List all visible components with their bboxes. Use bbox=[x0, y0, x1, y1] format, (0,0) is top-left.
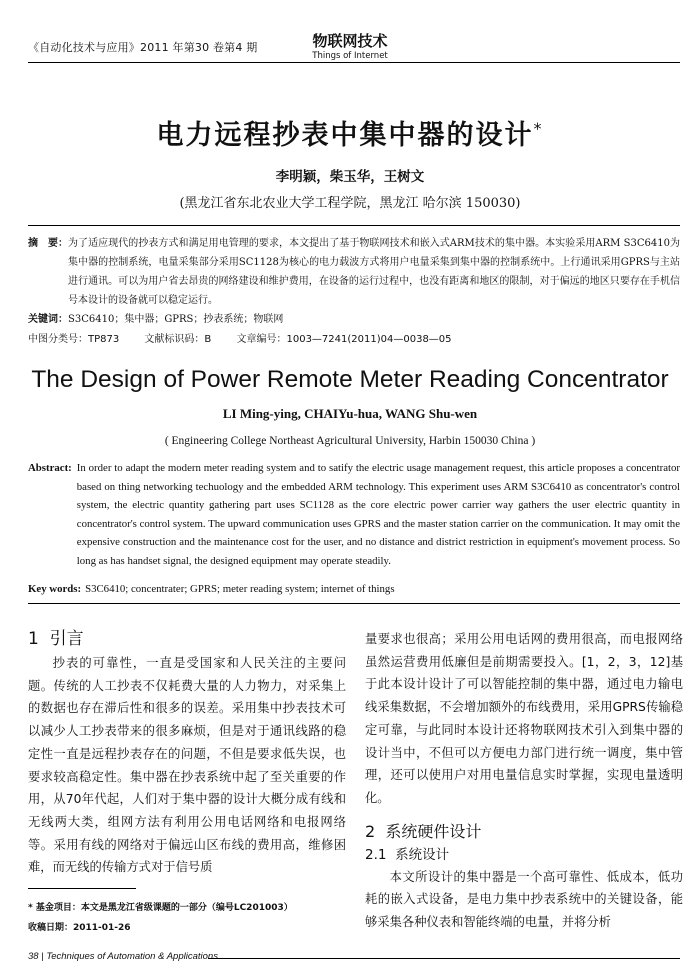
affiliation-cn: (黑龙江省东北农业大学工程学院，黑龙江 哈尔滨 150030) bbox=[179, 196, 521, 211]
paper-title-en: The Design of Power Remote Meter Reading Concentrator bbox=[31, 366, 669, 393]
keywords-en-text: S3C6410; concentrater; GPRS; meter reading system; internet of things bbox=[85, 583, 395, 595]
intro-paragraph: 抄表的可靠性，一直是受国家和人民关注的主要问题。传统的人工抄表不仅耗费大量的人力物力，对采集上的数据也存在滞后性和很多的误差。采用集中抄表技术可以减少人工抄表带来的很多麻烦，但是对于通讯线路的稳定性一直是远程抄表存在的问题，不但是要求低失误，也要求较高稳定性。集中器在抄表系统中起了至关重要的作用，从70年代起，人们对于集中器的设计大概分成有线和无线两大类，组网方法有利用公用电话网络和电报网络等。采用有线的网络对于偏远山区布线的费用高，维修困难，而无线的传输方式对于信号质 bbox=[28, 656, 346, 875]
section-2-heading bbox=[365, 820, 683, 844]
abstract-top-rule bbox=[28, 225, 680, 226]
keywords-cn-label: 关键词： bbox=[28, 314, 68, 325]
body-right-column bbox=[365, 628, 683, 934]
affiliation-en: ( Engineering College Northeast Agricultural University, Harbin 150030 China ) bbox=[164, 435, 536, 447]
paper-title-cn-text: 电力远程抄表中集中器的设计 bbox=[156, 120, 534, 151]
journal-issue: 《自动化技术与应用》2011 年第30 卷第4 期 bbox=[28, 41, 258, 54]
section-2-number: 2 bbox=[365, 821, 376, 841]
intro-continued-paragraph: 量要求也很高；采用公用电话网的费用很高，而电报网络虽然运营费用低廉但是前期需要投入。[1，2，3，12]基于此本设计设计了可以智能控制的集中器，通过电力输电线采集数据，不会增加额外的布线费用，采用GPRS传输稳定可靠，与此同时本设计还将物联网技术引入到集中器的设计当中，不但可以方便电力部门进行统一调度，集中管理，还可以使用户对用电量信息实时掌握，实现电量透明化。 bbox=[365, 632, 683, 805]
footer-rule bbox=[208, 958, 680, 959]
keywords-en bbox=[28, 583, 680, 595]
abstract-cn-label: 摘 要： bbox=[28, 238, 68, 249]
abstract-en-text: In order to adapt the modern meter reading system and to satify the electric usage management request, this article proposes a concentrator based on thing networking techuology and the embedded ARM technology. This experiment uses ARM S3C6410 as concentrator's control system, the electric quantity gathering part uses SC1128 as the core electric power carrier way gathers the user electric quantity in concentrator's control system. The upward communication uses GPRS and the master station carrier on the communication. It may omit the expensive construction and the maintenance cost for the user, and no distance and district restriction in equipment's movement process. So long as has handset signal, the designed equipment may operate steadily. bbox=[76, 462, 680, 567]
keywords-cn bbox=[28, 310, 680, 329]
document-code: 文献标识码：B bbox=[144, 334, 212, 345]
section-1-title: 引言 bbox=[49, 629, 84, 649]
section-1-number: 1 bbox=[28, 629, 39, 649]
authors-cn: 李明颖，柴玉华，王树文 bbox=[275, 169, 425, 185]
footnote bbox=[28, 898, 293, 938]
funding-note: * 基金项目：本文是黑龙江省级课题的一部分（编号LC201003） bbox=[28, 903, 293, 913]
abstract-bottom-rule bbox=[28, 603, 680, 604]
section-title: 物联网技术 bbox=[312, 32, 388, 50]
abstract-en-label: Abstract: bbox=[28, 462, 72, 474]
footnote-rule bbox=[28, 888, 136, 889]
page-footer: 38 | Techniques of Automation & Applications bbox=[28, 951, 218, 962]
abstract-en bbox=[28, 459, 680, 571]
header-rule bbox=[28, 62, 680, 63]
section-2-title: 系统硬件设计 bbox=[385, 821, 482, 841]
title-footnote-mark: * bbox=[533, 119, 544, 138]
authors-en: LI Ming-ying, CHAIYu-hua, WANG Shu-wen bbox=[222, 406, 478, 421]
body-left-column bbox=[28, 627, 346, 879]
clc-number: 中图分类号：TP873 bbox=[28, 334, 120, 345]
abstract-cn bbox=[28, 234, 680, 310]
section-1-heading bbox=[28, 627, 346, 651]
keywords-cn-text: S3C6410；集中器；GPRS；抄表系统；物联网 bbox=[68, 314, 284, 325]
classification-row bbox=[28, 330, 474, 345]
received-date: 收稿日期：2011-01-26 bbox=[28, 923, 131, 933]
section-2-1-heading bbox=[365, 844, 683, 866]
paper-title-cn bbox=[0, 113, 700, 152]
section-subtitle: Things of Internet bbox=[312, 51, 388, 61]
section-2-1-title: 系统设计 bbox=[395, 846, 450, 863]
abstract-cn-text: 为了适应现代的抄表方式和满足用电管理的要求，本文提出了基于物联网技术和嵌入式ARM技术的集中器。本实验采用ARM S3C6410为集中器的控制系统，电量采集部分采用SC1128为核心的电力载波方式将用户电量采集到集中器的控制系统中。上行通讯采用GPRS与主站进行通讯。可以为用户省去昂贵的网络建设和维护费用，在设备的运行过程中，也没有距离和地区的限制，对于偏远的地区只要存在手机信号本设计的设备就可以稳定运行。 bbox=[68, 238, 680, 306]
article-number: 文章编号：1003—7241(2011)04—0038—05 bbox=[236, 334, 452, 345]
system-design-paragraph: 本文所设计的集中器是一个高可靠性、低成本，低功耗的嵌入式设备，是电力集中抄表系统中的关键设备，能够采集各种仪表和智能终端的电量，并将分析 bbox=[365, 869, 683, 930]
section-2-1-number: 2.1 bbox=[365, 846, 387, 863]
keywords-en-label: Key words: bbox=[28, 583, 82, 595]
